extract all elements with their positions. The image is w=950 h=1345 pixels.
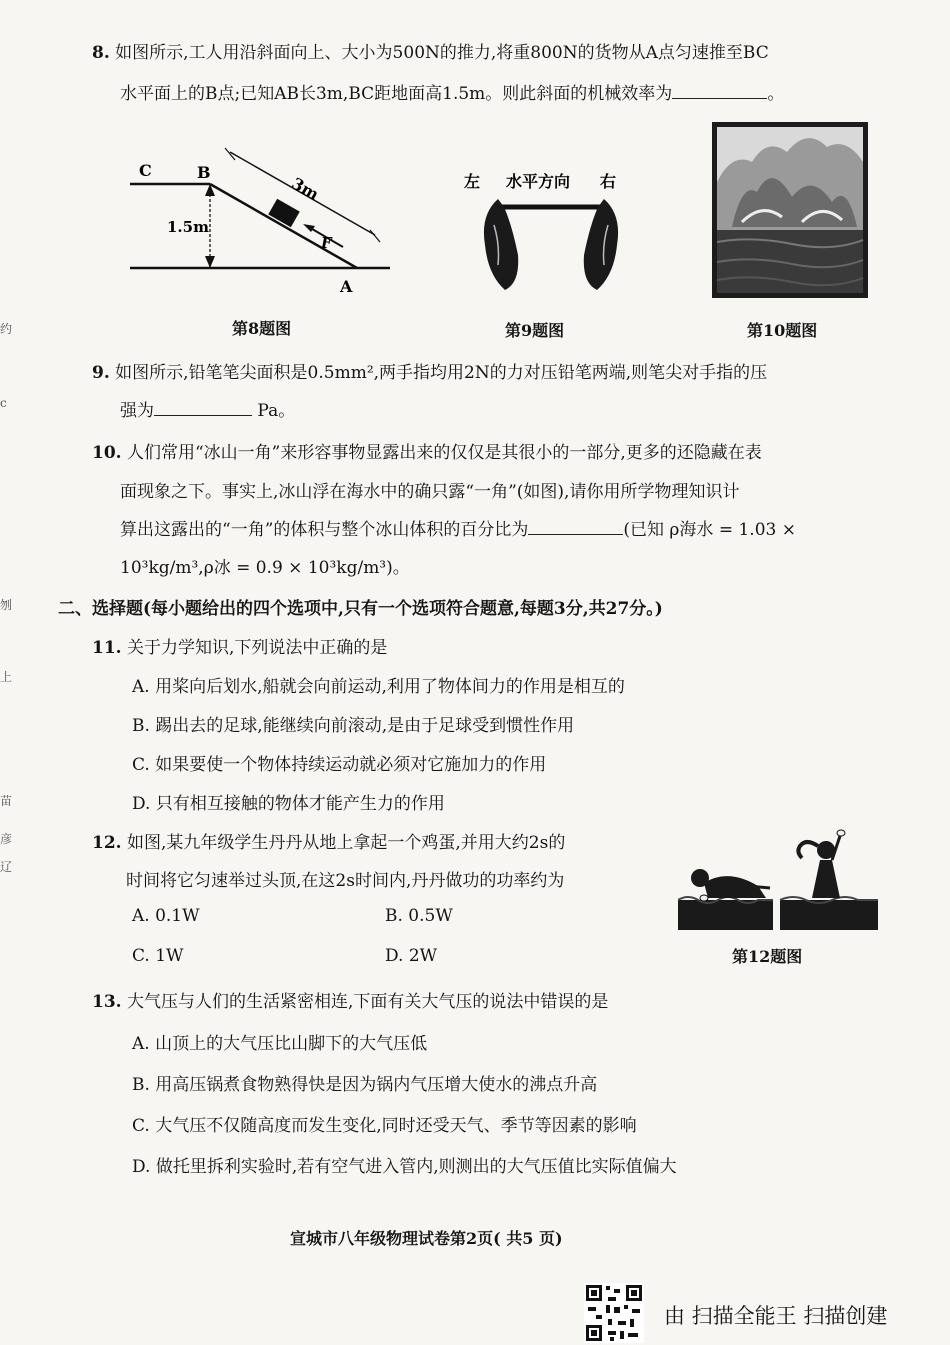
fig8-incline-diagram <box>125 140 395 300</box>
margin-mark-4: 上 <box>0 670 13 684</box>
q9-line1 <box>92 358 767 383</box>
q12-line2: 时间将它匀速举过头顶,在这2s时间内,丹丹做功的功率约为 <box>126 871 565 891</box>
q11-option-d[interactable]: D. 只有相互接触的物体才能产生力的作用 <box>132 794 445 814</box>
fig9-caption: 第9题图 <box>505 321 565 340</box>
q12-option-a[interactable]: A. 0.1W <box>132 906 200 926</box>
q10-line4: 10³kg/m³,ρ冰 = 0.9 × 10³kg/m³)。 <box>120 558 410 578</box>
margin-mark-5: 苗 <box>0 794 13 808</box>
q9-text-2: 强为 <box>120 401 154 421</box>
q13-option-a[interactable]: A. 山顶上的大气压比山脚下的大气压低 <box>132 1034 428 1054</box>
cargo-box <box>268 199 300 228</box>
right-hand-icon <box>584 199 618 290</box>
q8-number: 8. <box>92 43 110 63</box>
q11-option-c[interactable]: C. 如果要使一个物体持续运动就必须对它施加力的作用 <box>132 755 547 775</box>
margin-mark-6: 彦 <box>0 832 13 846</box>
q10-text-1: 人们常用“冰山一角”来形容事物显露出来的仅仅是其很小的一部分,更多的还隐藏在表 <box>126 443 762 463</box>
q13-stem-text: 大气压与人们的生活紧密相连,下面有关大气压的说法中错误的是 <box>126 992 609 1012</box>
fig10-iceberg-photo <box>712 122 868 298</box>
q8-text-1: 如图所示,工人用沿斜面向上、大小为500N的推力,将重800N的货物从A点匀速推至BC <box>115 43 769 63</box>
qr-code-icon <box>584 1283 644 1343</box>
fig12-girl-lifting-egg <box>678 828 878 932</box>
margin-mark-7: 辽 <box>0 860 13 874</box>
q13-option-d[interactable]: D. 做托里拆利实验时,若有空气进入管内,则测出的大气压值比实际值偏大 <box>132 1157 677 1177</box>
q8-text-2-end: 。 <box>767 84 785 104</box>
q12-option-d[interactable]: D. 2W <box>385 946 438 966</box>
q10-line3 <box>120 515 796 540</box>
q11-stem-text: 关于力学知识,下列说法中正确的是 <box>126 638 388 658</box>
q13-option-b[interactable]: B. 用高压锅煮食物熟得快是因为锅内气压增大使水的沸点升高 <box>132 1075 598 1095</box>
fig12-caption: 第12题图 <box>732 947 803 966</box>
margin-mark-1: 约 <box>0 322 13 336</box>
q9-number: 9. <box>92 363 110 383</box>
q8-line1 <box>92 38 769 63</box>
left-hand-icon <box>484 199 518 290</box>
label-b: B <box>197 163 211 182</box>
q13-option-c[interactable]: C. 大气压不仅随高度而发生变化,同时还受天气、季节等因素的影响 <box>132 1116 637 1136</box>
fig9-pencil-diagram <box>460 165 630 305</box>
q13-number: 13. <box>92 992 122 1012</box>
label-right: 右 <box>600 172 617 191</box>
incline-ab <box>210 184 357 268</box>
q8-answer-blank[interactable] <box>672 98 767 99</box>
margin-mark-3: 刎 <box>0 598 13 612</box>
q12-text-1: 如图,某九年级学生丹丹从地上拿起一个鸡蛋,并用大约2s的 <box>126 833 566 853</box>
q10-text-3: 算出这露出的“一角”的体积与整个冰山体积的百分比为 <box>120 520 529 540</box>
label-3m: 3m <box>288 173 323 205</box>
q9-text-2-end: Pa。 <box>257 401 296 421</box>
label-left: 左 <box>464 172 481 191</box>
section2-title: 二、选择题(每小题给出的四个选项中,只有一个选项符合题意,每题3分,共27分。) <box>58 599 663 619</box>
q10-answer-blank[interactable] <box>528 534 623 535</box>
q13-stem <box>92 987 608 1012</box>
q9-text-1: 如图所示,铅笔笔尖面积是0.5mm²,两手指均用2N的力对压铅笔两端,则笔尖对手指的压 <box>115 363 768 383</box>
q12-number: 12. <box>92 833 122 853</box>
label-1-5m: 1.5m <box>167 218 209 236</box>
q10-line2: 面现象之下。事实上,冰山浮在海水中的确只露“一角”(如图),请你用所学物理知识计 <box>120 482 740 502</box>
q10-text-3-end: (已知 ρ海水 = 1.03 × <box>623 520 796 540</box>
q8-line2 <box>120 79 784 104</box>
q12-option-b[interactable]: B. 0.5W <box>385 906 453 926</box>
fig10-caption: 第10题图 <box>747 321 818 340</box>
q8-text-2: 水平面上的B点;已知AB长3m,BC距地面高1.5m。则此斜面的机械效率为 <box>120 84 673 104</box>
label-c: C <box>139 161 152 180</box>
label-a: A <box>340 277 353 296</box>
q10-line1 <box>92 438 762 463</box>
q9-answer-blank[interactable] <box>154 415 252 416</box>
q12-line1 <box>92 828 565 853</box>
q12-option-c[interactable]: C. 1W <box>132 946 184 966</box>
page-footer: 宣城市八年级物理试卷第2页( 共5 页) <box>290 1229 563 1248</box>
q11-option-b[interactable]: B. 踢出去的足球,能继续向前滚动,是由于足球受到惯性作用 <box>132 716 575 736</box>
scanner-watermark: 由 扫描全能王 扫描创建 <box>664 1304 888 1328</box>
label-horizontal: 水平方向 <box>506 172 571 191</box>
q9-line2 <box>120 396 295 421</box>
q11-stem <box>92 633 387 658</box>
label-f: F <box>321 234 332 252</box>
margin-mark-2: c <box>0 396 7 410</box>
q11-option-a[interactable]: A. 用桨向后划水,船就会向前运动,利用了物体间力的作用是相互的 <box>132 677 625 697</box>
q11-number: 11. <box>92 638 122 658</box>
fig8-caption: 第8题图 <box>232 319 292 338</box>
q10-number: 10. <box>92 443 122 463</box>
